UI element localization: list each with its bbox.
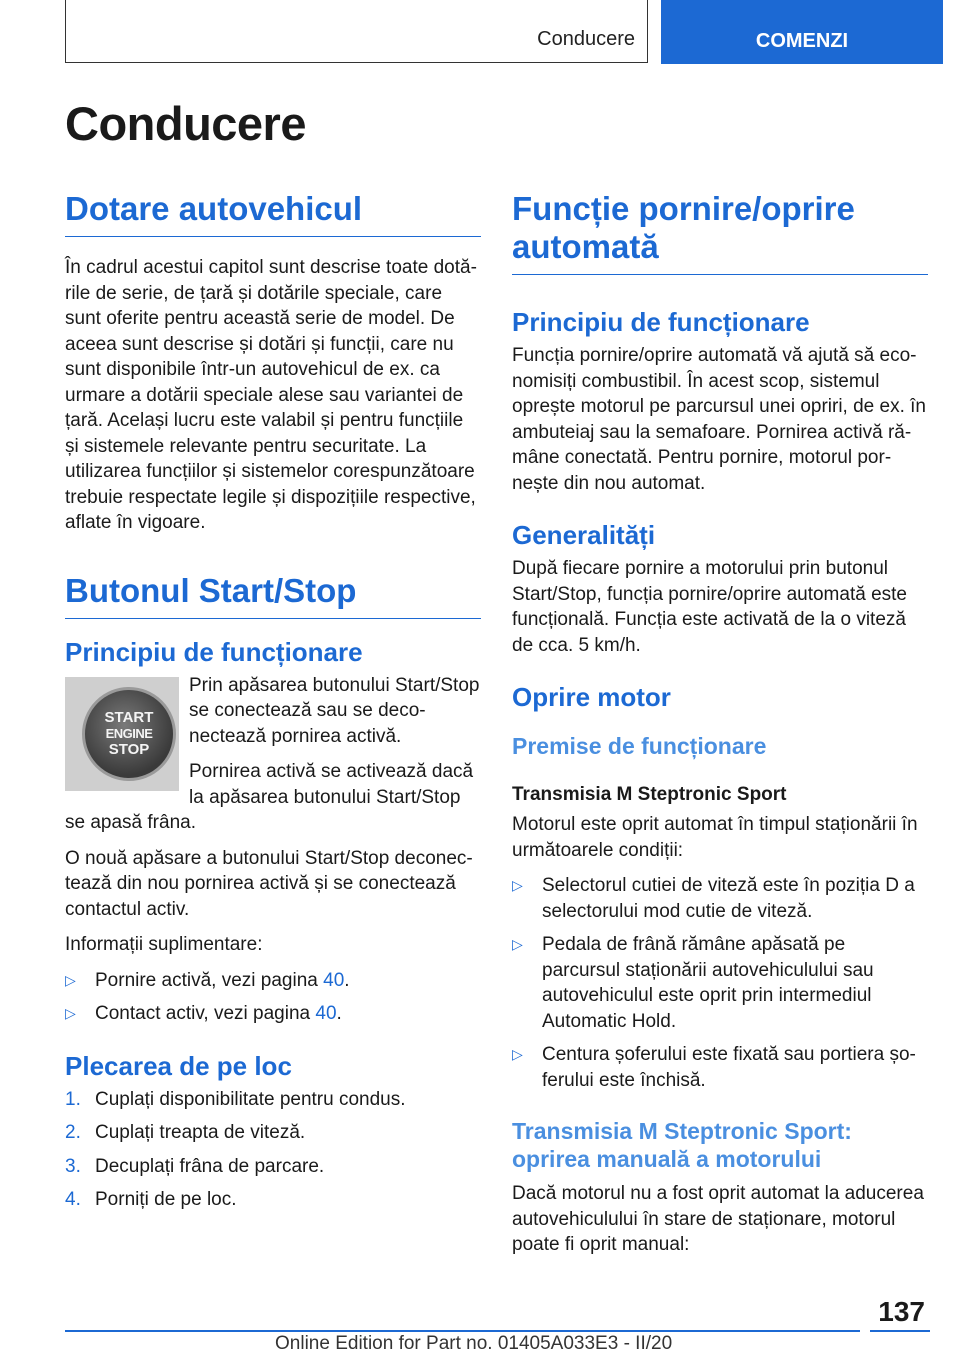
section-heading-start-stop: Butonul Start/Stop bbox=[65, 572, 481, 619]
footer-edition: Online Edition for Part no. 01405A033E3 - II/20 bbox=[275, 1333, 673, 1354]
list-item: 4. Porniți de pe loc. bbox=[65, 1189, 237, 1210]
list-item: 2. Cuplați treapta de viteză. bbox=[65, 1122, 306, 1143]
footer-divider-right bbox=[870, 1330, 930, 1332]
conditions-list bbox=[512, 873, 928, 1093]
paragraph-start-1: Prin apăsarea butonului Start/Stop se conectează sau se deconectează pornirea activă. bbox=[189, 674, 480, 747]
list-item: ▷ Pedala de frână rămâne apăsată pe parcursul staționării autovehiculului sau autovehiculul este oprit prin intermediul Automatic Hold. bbox=[512, 934, 874, 1032]
triangle-bullet-icon: ▷ bbox=[65, 971, 76, 988]
subheading-generalitati: Generalități bbox=[512, 520, 656, 550]
paragraph-conditii: Motorul este oprit automat în timpul staționării în următoarele condiții: bbox=[512, 814, 918, 861]
left-column bbox=[65, 190, 481, 1223]
button-text-engine: ENGINE bbox=[105, 725, 153, 741]
footer-divider bbox=[65, 1330, 860, 1332]
triangle-bullet-icon: ▷ bbox=[512, 936, 523, 952]
paragraph-info-label: Informații suplimentare: bbox=[65, 934, 263, 955]
page-number: 137 bbox=[878, 1296, 925, 1327]
subheading-oprire-motor: Oprire motor bbox=[512, 682, 671, 712]
subheading-transmisia: Transmisia M Steptronic Sport bbox=[512, 784, 787, 805]
subheading-principiu-right: Principiu de funcționare bbox=[512, 307, 810, 337]
triangle-bullet-icon: ▷ bbox=[65, 1005, 76, 1021]
section-heading-dotare: Dotare autovehicul bbox=[65, 190, 481, 237]
section-heading-auto-start-stop: Funcție pornire/oprire automată bbox=[512, 190, 928, 275]
paragraph-start-3: O nouă apăsare a butonului Start/Stop deconectează din nou pornirea activă și se conectează contactul activ. bbox=[65, 847, 473, 920]
list-item: ▷ Pornire activă, vezi pagina 40. bbox=[65, 968, 481, 994]
page-link[interactable]: 40 bbox=[323, 969, 345, 991]
list-item: ▷ Selectorul cutiei de viteză este în poziția D a selectorului mod cutie de viteză. bbox=[512, 875, 915, 922]
start-engine-stop-icon bbox=[82, 687, 176, 781]
info-list bbox=[65, 968, 481, 1027]
list-item: 1. Cuplați disponibilitate pentru condus. bbox=[65, 1088, 406, 1110]
paragraph-start-2: Pornirea activă se activează dacă la apăsarea butonului Start/Stop se apasă frâna. bbox=[65, 761, 474, 833]
list-item: 3. Decuplați frâna de parcare. bbox=[65, 1155, 325, 1177]
right-column bbox=[512, 190, 928, 1268]
paragraph-dotare: În cadrul acestui capitol sunt descrise toate dotările de serie, de țară și dotările speciale, care sunt oferite pentru această serie de model. De aceea sunt descrise și dotări și funcții, care nu sunt disponibile într-un autovehicul de ex. ca urmare a dotării speciale alese sau variantei de țară. Același lucru este valabil și pentru funcțiile și sistemele relevante pentru securitate. La utilizarea funcțiilor și sistemelor corespunzătoare trebuie respectate legile și dispozițiile respective, aflate în vigoare. bbox=[65, 257, 477, 533]
header-chapter-tab-label: COMENZI bbox=[755, 29, 849, 52]
list-item: ▷ Contact activ, vezi pagina 40. bbox=[65, 1001, 481, 1027]
paragraph-oprire-manuala: Dacă motorul nu a fost oprit automat la aducerea autovehiculului în stare de staționare, motorul poate fi oprit manual: bbox=[512, 1183, 924, 1255]
paragraph-principiu: Funcția pornire/oprire automată vă ajută să economisiți combustibil. În acest scop, sistemul oprește motorul pe parcursul unei opriri, de ex. în ambuteiaj sau la semafoare. Pornirea activă rămâne conectată. Pentru pornire, motorul pornește din nou automat. bbox=[512, 345, 926, 494]
button-text-stop: STOP bbox=[108, 740, 150, 758]
page-link[interactable]: 40 bbox=[315, 1003, 337, 1024]
subheading-principiu: Principiu de funcționare bbox=[65, 636, 363, 667]
list-item: ▷ Centura șoferului este fixată sau portiera șoferului este închisă. bbox=[512, 1044, 916, 1091]
subheading-plecarea: Plecarea de pe loc bbox=[65, 1050, 292, 1081]
page-title: Conducere bbox=[65, 97, 306, 150]
header-section-label: Conducere bbox=[537, 28, 635, 50]
steps-list bbox=[65, 1087, 481, 1213]
subheading-oprire-manuala: Transmisia M Steptronic Sport: oprirea manuală a motorului bbox=[512, 1118, 852, 1172]
paragraph-generalitati: După fiecare pornire a motorului prin butonul Start/Stop, funcția pornire/oprire automată este funcțională. Funcția este activată de la o viteză de cca. 5 km/h. bbox=[512, 558, 907, 656]
header-chapter-tab[interactable] bbox=[661, 0, 943, 64]
triangle-bullet-icon: ▷ bbox=[512, 1046, 523, 1062]
button-text-start: START bbox=[104, 708, 154, 726]
triangle-bullet-icon: ▷ bbox=[512, 877, 523, 893]
start-stop-button-image bbox=[65, 677, 179, 791]
subheading-premise: Premise de funcționare bbox=[512, 733, 767, 759]
